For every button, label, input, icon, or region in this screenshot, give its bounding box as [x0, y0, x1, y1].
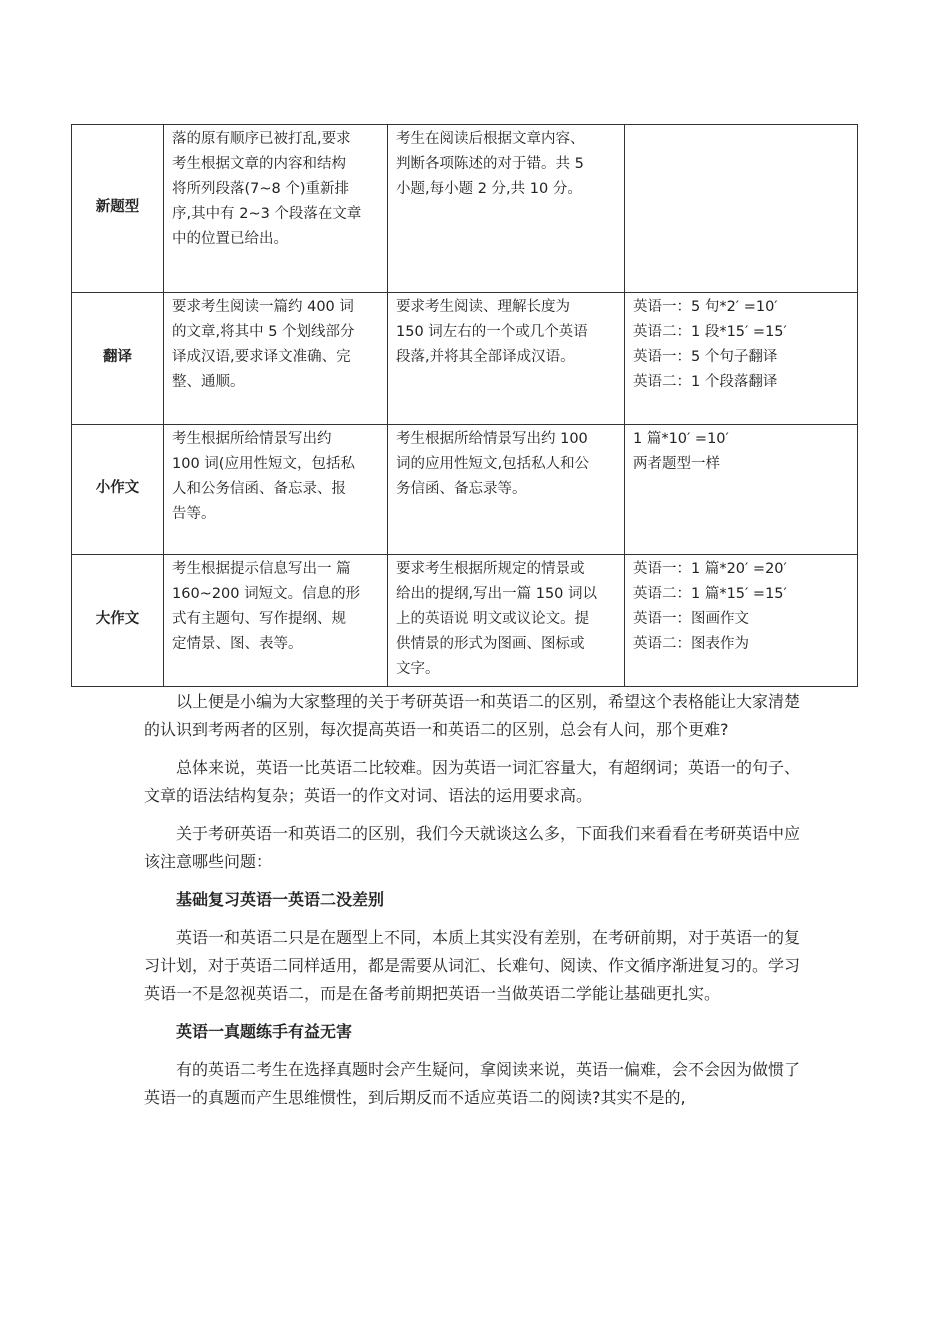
cell-line: 词的应用性短文,包括私人和公 — [396, 456, 590, 472]
cell-line: 英语二：图表作为 — [633, 636, 749, 652]
row-translation — [72, 293, 858, 425]
score-cell — [625, 125, 858, 293]
cell-line: 英语二：1 篇*15′ =15′ — [633, 586, 787, 602]
description-cell — [164, 425, 388, 555]
cell-line: 定情景、图、表等。 — [172, 636, 303, 652]
cell-line: 要求考生阅读一篇约 400 词 — [172, 299, 354, 315]
paragraph: 总体来说，英语一比英语二比较难。因为英语一词汇容量大，有超纲词；英语一的句子、文章的语法结构复杂；英语一的作文对词、语法的运用要求高。 — [144, 758, 801, 805]
cell-line: 要求考生根据所规定的情景或 — [396, 561, 585, 577]
detail-cell — [388, 555, 625, 687]
cell-line: 落的原有顺序已被打乱,要求 — [172, 131, 351, 147]
row-header: 新题型 — [72, 125, 164, 293]
score-cell — [625, 293, 858, 425]
row-long-essay — [72, 555, 858, 687]
cell-line: 式有主题句、写作提纲、规 — [172, 611, 346, 627]
cell-line: 序,其中有 2~3 个段落在文章 — [172, 206, 362, 222]
paragraph: 有的英语二考生在选择真题时会产生疑问，拿阅读来说，英语一偏难，会不会因为做惯了英语一的真题而产生思维惯性，到后期反而不适应英语二的阅读?其实不是的, — [144, 1060, 801, 1107]
cell-line: 两者题型一样 — [633, 456, 720, 472]
description-cell — [164, 125, 388, 293]
cell-line: 告等。 — [172, 506, 216, 522]
cell-line: 整、通顺。 — [172, 374, 245, 390]
cell-line: 的文章,将其中 5 个划线部分 — [172, 324, 355, 340]
row-header: 翻译 — [72, 293, 164, 425]
detail-cell — [388, 293, 625, 425]
description-cell — [164, 555, 388, 687]
cell-line: 段落,并将其全部译成汉语。 — [396, 349, 575, 365]
detail-cell — [388, 425, 625, 555]
row-new-question-type — [72, 125, 858, 293]
cell-line: 160~200 词短文。信息的形 — [172, 586, 361, 602]
cell-line: 100 词(应用性短文，包括私 — [172, 456, 355, 472]
comparison-table — [71, 124, 858, 687]
cell-line: 人和公务信函、备忘录、报 — [172, 481, 346, 497]
cell-line: 判断各项陈述的对于错。共 5 — [396, 156, 584, 172]
description-cell — [164, 293, 388, 425]
cell-line: 150 词左右的一个或几个英语 — [396, 324, 588, 340]
cell-line: 给出的提纲,写出一篇 150 词以 — [396, 586, 598, 602]
paragraph: 关于考研英语一和英语二的区别，我们今天就谈这么多，下面我们来看看在考研英语中应该注意哪些问题： — [144, 824, 801, 871]
cell-line: 考生根据所给情景写出约 100 — [396, 431, 588, 447]
cell-line: 文字。 — [396, 661, 440, 677]
cell-line: 英语一：图画作文 — [633, 611, 749, 627]
cell-line: 英语一：5 句*2′ =10′ — [633, 299, 778, 315]
cell-line: 供情景的形式为图画、图标或 — [396, 636, 585, 652]
cell-line: 考生根据文章的内容和结构 — [172, 156, 346, 172]
detail-cell — [388, 125, 625, 293]
score-cell — [625, 425, 858, 555]
cell-line: 中的位置已给出。 — [172, 231, 288, 247]
paragraph: 以上便是小编为大家整理的关于考研英语一和英语二的区别，希望这个表格能让大家清楚的认识到考两者的区别，每次提高英语一和英语二的区别，总会有人问，那个更难? — [144, 692, 801, 739]
score-cell — [625, 555, 858, 687]
article-body — [144, 688, 814, 1122]
cell-line: 务信函、备忘录等。 — [396, 481, 527, 497]
cell-line: 考生根据所给情景写出约 — [172, 431, 332, 447]
cell-line: 考生在阅读后根据文章内容、 — [396, 131, 585, 147]
cell-line: 将所列段落(7~8 个)重新排 — [172, 181, 350, 197]
row-header: 大作文 — [72, 555, 164, 687]
row-short-essay — [72, 425, 858, 555]
section-heading: 英语一真题练手有益无害 — [176, 1022, 353, 1041]
row-header: 小作文 — [72, 425, 164, 555]
cell-line: 考生根据提示信息写出一 篇 — [172, 561, 351, 577]
cell-line: 小题,每小题 2 分,共 10 分。 — [396, 181, 582, 197]
cell-line: 译成汉语,要求译文准确、完 — [172, 349, 351, 365]
cell-line: 要求考生阅读、理解长度为 — [396, 299, 570, 315]
cell-line: 英语二：1 个段落翻译 — [633, 374, 778, 390]
cell-line: 英语二：1 段*15′ =15′ — [633, 324, 787, 340]
cell-line: 英语一：1 篇*20′ =20′ — [633, 561, 787, 577]
paragraph: 英语一和英语二只是在题型上不同，本质上其实没有差别，在考研前期，对于英语一的复习计划，对于英语二同样适用，都是需要从词汇、长难句、阅读、作文循序渐进复习的。学习英语一不是忽视英语二，而是在备考前期把英语一当做英语二学能让基础更扎实。 — [144, 928, 801, 1003]
section-heading: 基础复习英语一英语二没差别 — [176, 890, 385, 909]
cell-line: 1 篇*10′ =10′ — [633, 431, 729, 447]
cell-line: 英语一：5 个句子翻译 — [633, 349, 778, 365]
cell-line: 上的英语说 明文或议论文。提 — [396, 611, 590, 627]
